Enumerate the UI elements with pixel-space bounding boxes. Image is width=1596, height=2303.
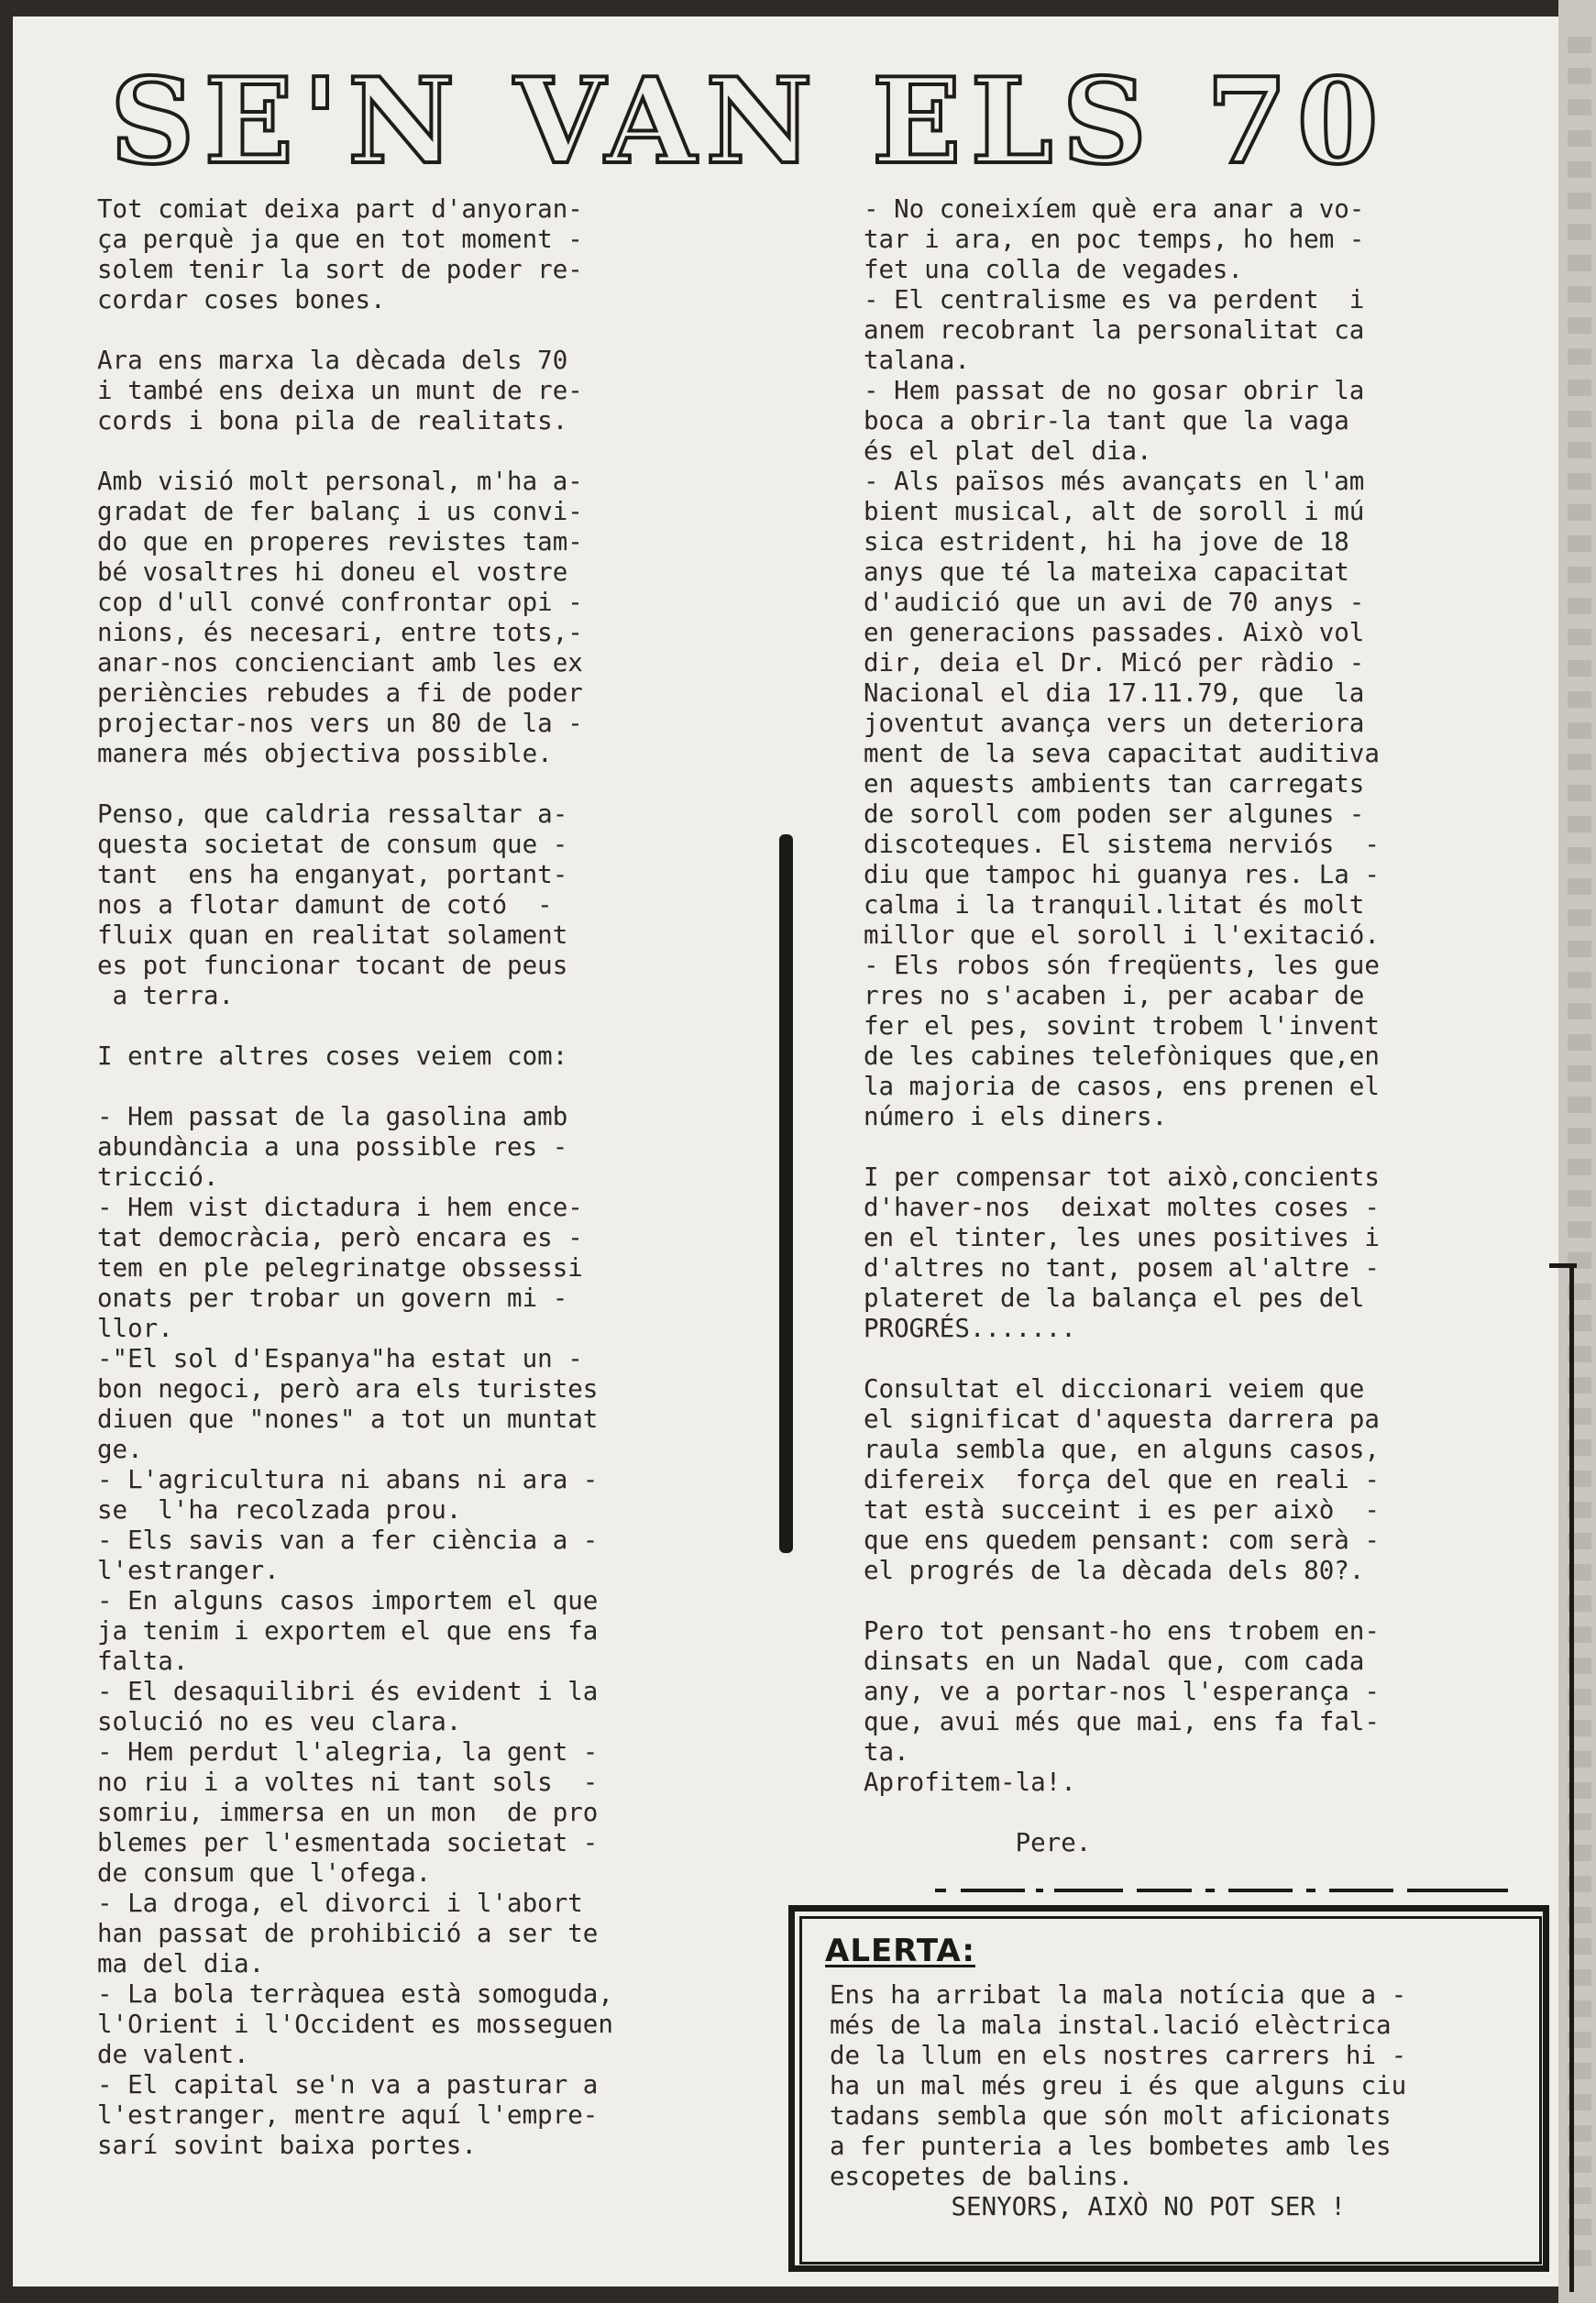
dashed-separator — [935, 1879, 1513, 1898]
alerta-heading: ALERTA: — [825, 1933, 975, 1969]
vertical-divider-bar — [779, 834, 793, 1553]
article-title — [110, 53, 1388, 191]
right-column-text: - No coneixíem què era anar a vo- tar i ara, en poc temps, ho hem - fet una colla de vegades. - El centralisme es va perdent i anem recobrant la personalitat ca talana. - Hem passat de no gosar obrir la boca a obrir-la tant que la vaga és el plat del dia. - Als països més avançats en l'am bient musical, alt de soroll i mú sica estrident, hi ha jove de 18 anys que té la mateixa capacitat d'audició que un avi de 70 anys - en generacions passades. Això vol dir, deia el Dr. Micó per ràdio - Nacional el dia 17.11.79, que la joventut avança vers un deteriora ment de la seva capacitat auditiva en aquests ambients tan carregats de soroll com poden ser algunes - discoteques. El sistema nerviós - diu que tampoc hi guanya res. La - calma i la tranquil.litat és molt millor que el soroll i l'exitació. - Els robos són freqüents, les gue rres no s'acaben i, per acabar de fer el pes, sovint trobem l'invent de les cabines telefòniques que,en la majoria de casos, ens prenen el número i els diners. I per compensar tot això,concients d'haver-nos deixat moltes coses - en el tinter, les unes positives i d'altres no tant, posem al'altre - plateret de la balança el pes del PROGRÉS....... Consultat el diccionari veiem que el significat d'aquesta darrera pa raula sembla que, en alguns casos, difereix força del que en reali - tat està succeint i es per això - que ens quedem pensant: com serà - el progrés de la dècada dels 80?. Pero tot pensant-ho ens trobem en- dinsats en un Nadal que, com cada any, ve a portar-nos l'esperança - que, avui més que mai, ens fa fal- ta. Aprofitem-la!. Pere. — [864, 194, 1380, 1857]
title-text: SE'N VAN ELS 70 — [110, 53, 1388, 191]
left-column-text: Tot comiat deixa part d'anyoran- ça perquè ja que en tot moment - solem tenir la sort de poder re- cordar coses bones. Ara ens marxa la dècada dels 70 i també ens deixa un munt de re- cords i bona pila de realitats. Amb visió molt personal, m'ha a- gradat de fer balanç i us convi- do que en properes revistes tam- bé vosaltres hi doneu el vostre cop d'ull convé confrontar opi - nions, és necesari, entre tots,- anar-nos concienciant amb les ex periències rebudes a fi de poder projectar-nos vers un 80 de la - manera més objectiva possible. Penso, que caldria ressaltar a- questa societat de consum que - tant ens ha enganyat, portant- nos a flotar damunt de cotó - fluix quan en realitat solament es pot funcionar tocant de peus a terra. I entre altres coses veiem com: - Hem passat de la gasolina amb abundància a una possible res - tricció. - Hem vist dictadura i hem ence- tat democràcia, però encara es - tem en ple pelegrinatge obssessi onats per trobar un govern mi - llor. -"El sol d'Espanya"ha estat un - bon negoci, però ara els turistes diuen que "nones" a tot un muntat ge. - L'agricultura ni abans ni ara - se l'ha recolzada prou. - Els savis van a fer ciència a - l'estranger. - En alguns casos importem el que ja tenim i exportem el que ens fa falta. - El desaquilibri és evident i la solució no es veu clara. - Hem perdut l'alegria, la gent - no riu i a voltes ni tant sols - somriu, immersa en un mon de pro blemes per l'esmentada societat - de consum que l'ofega. - La droga, el divorci i l'abort han passat de prohibició a ser te ma del dia. - La bola terràquea està somoguda, l'Orient i l'Occident es mosseguen de valent. - El capital se'n va a pasturar a l'estranger, mentre aquí l'empre- sarí sovint baixa portes. — [97, 194, 613, 2160]
adjacent-page-edge — [1558, 0, 1596, 2303]
margin-rule — [1569, 1265, 1574, 2292]
alerta-body: Ens ha arribat la mala notícia que a - més de la mala instal.lació elèctrica de la llum en els nostres carrers hi - ha un mal més greu i és que alguns ciu tadans sembla que són molt aficionats a fer punteria a les bombetes amb les escopetes de balins. SENYORS, AIXÒ NO POT SER ! — [830, 1980, 1407, 2221]
